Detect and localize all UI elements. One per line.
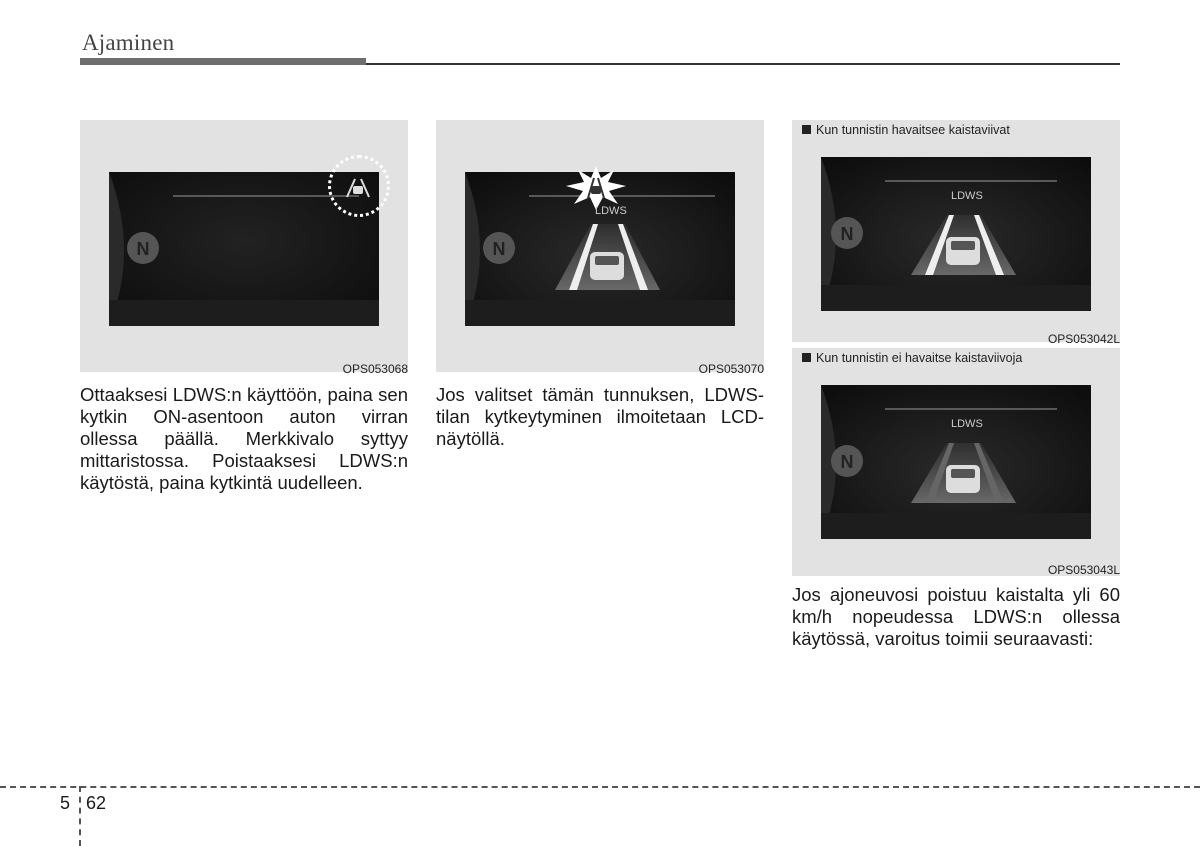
figure-2-code: OPS053070 <box>698 362 764 376</box>
ldws-label-2: LDWS <box>595 205 627 217</box>
paragraph-col3: Jos ajoneuvosi poistuu kaistalta yli 60 km/h nopeudessa LDWS:n ollessa käytössä, varoitus toimii seuraavasti: <box>792 584 1120 649</box>
figure-2 <box>436 120 764 372</box>
svg-text:N: N <box>840 224 854 244</box>
header-rule-thin <box>366 63 1120 65</box>
paragraph-col1: Ottaaksesi LDWS:n käyttöön, paina sen kytkin ON-asentoon auton virran ollessa päällä. Merkkivalo syttyy mittaristossa. Poistaaksesi LDWS:n käytöstä, paina kytkintä uudelleen. <box>80 384 408 493</box>
svg-text:N: N <box>840 452 854 472</box>
header-rule-thick <box>80 58 366 65</box>
figure-3 <box>792 120 1120 342</box>
figure-3-code: OPS053042L <box>1047 332 1120 346</box>
bullet-square-icon <box>802 125 811 134</box>
cluster-screen-3 <box>821 157 1091 311</box>
paragraph-col2: Jos valitset tämän tunnuksen, LDWS-tilan kytkeytyminen ilmoitetaan LCD-näytöllä. <box>436 384 764 449</box>
bullet-square-icon <box>802 353 811 362</box>
chapter-number: 5 <box>60 793 71 813</box>
figure-3-note: Kun tunnistin havaitsee kaistaviivat <box>802 123 1010 137</box>
figure-1 <box>80 120 408 372</box>
ldws-label-4: LDWS <box>951 418 983 430</box>
footer-dashed-rule <box>0 786 1200 788</box>
figure-4 <box>792 348 1120 576</box>
svg-text:N: N <box>136 239 150 259</box>
figure-4-code: OPS053043L <box>1047 563 1120 577</box>
figure-1-code: OPS053068 <box>342 362 408 376</box>
svg-text:N: N <box>492 239 506 259</box>
ldws-label-3: LDWS <box>951 190 983 202</box>
section-title: Ajaminen <box>82 30 175 55</box>
footer-dashed-divider <box>79 786 81 846</box>
page-number: 62 <box>86 793 107 813</box>
ldws-flash-burst <box>566 166 626 210</box>
cluster-screen-4 <box>821 385 1091 539</box>
ldws-indicator-icon <box>344 176 372 198</box>
figure-4-note: Kun tunnistin ei havaitse kaistaviivoja <box>802 351 1022 365</box>
